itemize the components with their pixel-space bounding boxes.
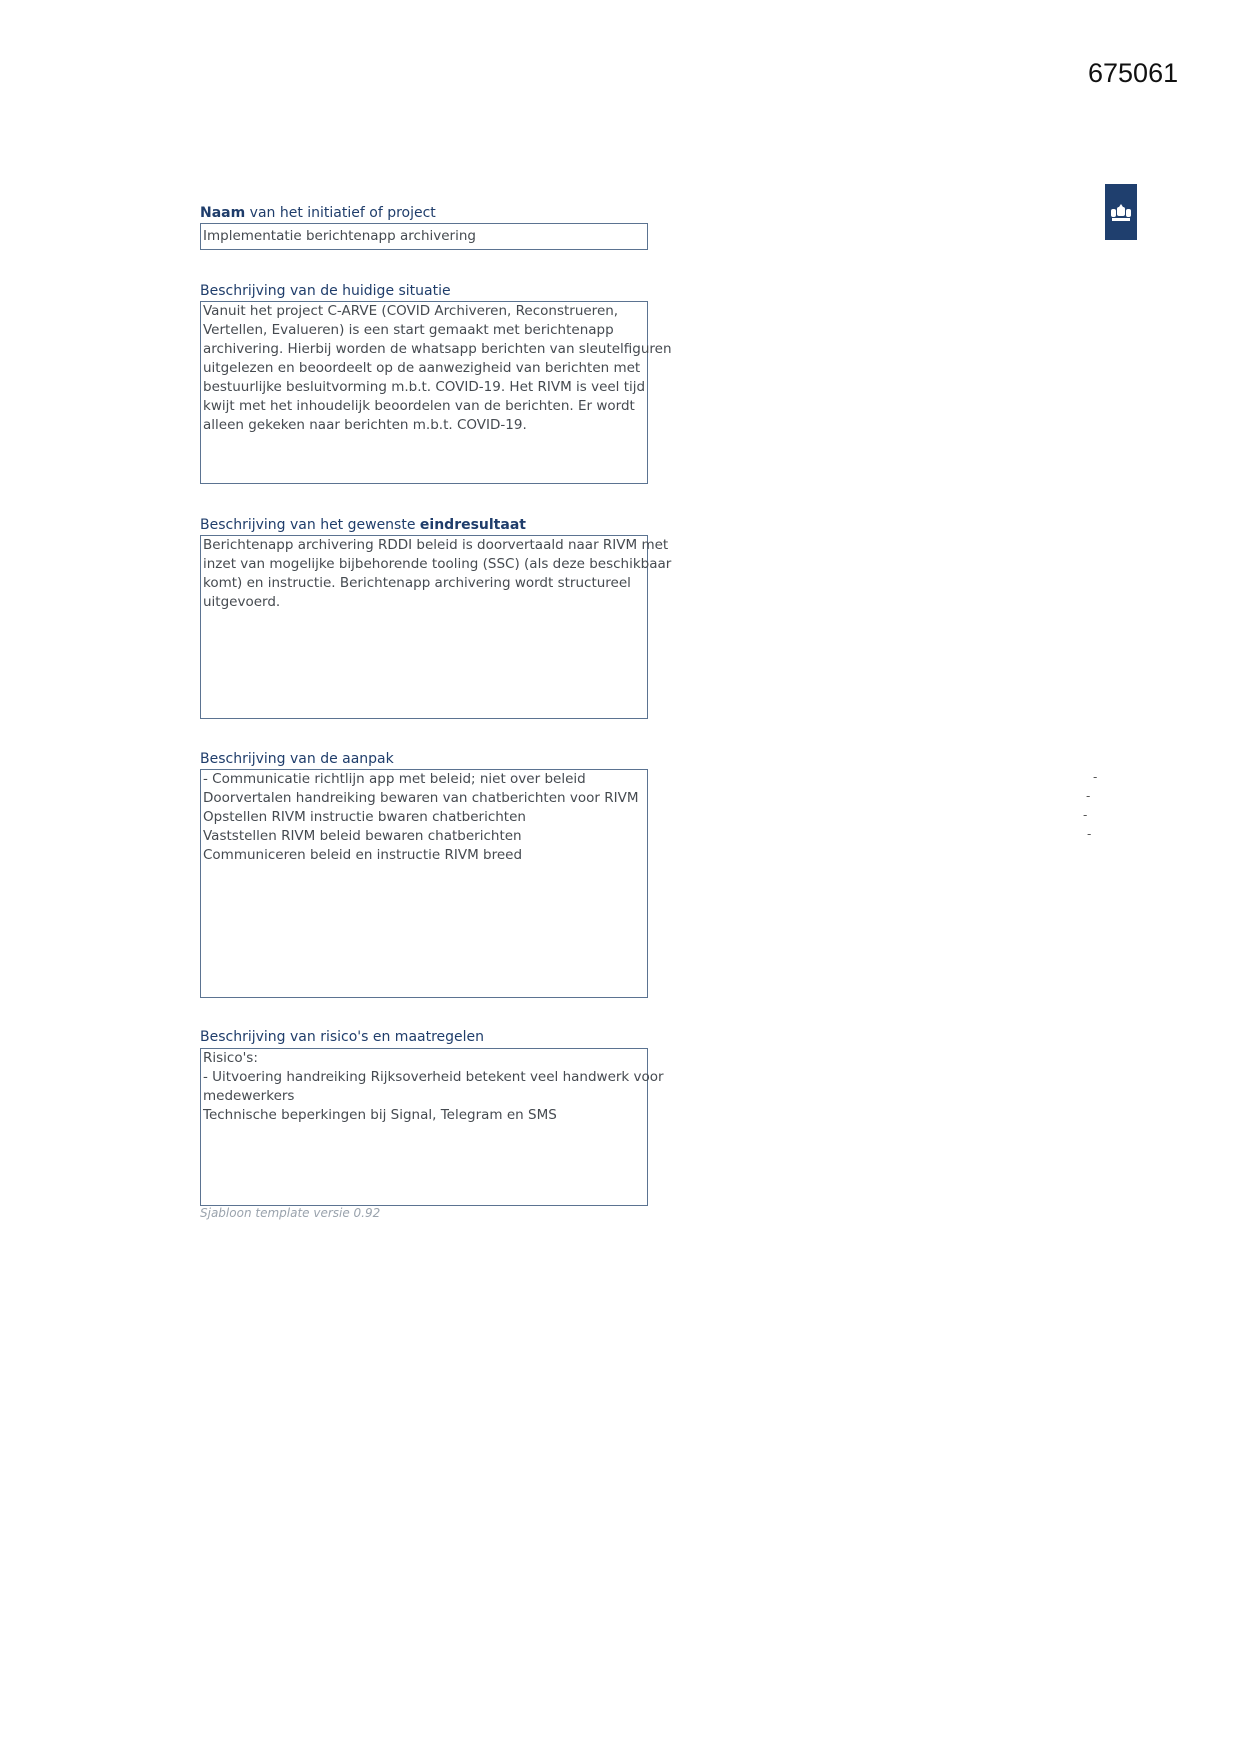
approach-label: Beschrijving van de aanpak [200,751,394,767]
approach-line: - Communicatie richtlijn app met beleid; niet over beleid [203,771,586,787]
current-situation-label: Beschrijving van de huidige situatie [200,283,451,299]
risks-label: Beschrijving van risico's en maatregelen [200,1029,485,1045]
current-line: archivering. Hierbij worden de whatsapp berichten van sleutelfiguren [203,341,672,357]
current-line: alleen gekeken naar berichten m.b.t. COVID-19. [203,417,527,433]
project-name-field [200,223,648,250]
result-line: uitgevoerd. [203,594,281,610]
risks-line: Risico's: [203,1050,258,1066]
current-line: Vertellen, Evalueren) is een start gemaakt met berichtenapp [203,322,614,338]
current-line: bestuurlijke besluitvorming m.b.t. COVID-19. Het RIVM is veel tijd [203,379,646,395]
project-name-value: Implementatie berichtenapp archivering [203,228,476,244]
government-crest-icon [1108,202,1134,224]
document-number: 675061 [1088,58,1179,88]
risks-line: - Uitvoering handreiking Rijksoverheid betekent veel handwerk voor [203,1069,664,1085]
current-line: Vanuit het project C-ARVE (COVID Archiveren, Reconstrueren, [203,303,619,319]
approach-field [200,769,648,998]
margin-dash-mark: - [1083,808,1088,822]
approach-line: Opstellen RIVM instructie bwaren chatberichten [203,809,526,825]
current-line: kwijt met het inhoudelijk beoordelen van de berichten. Er wordt [203,398,635,414]
approach-line: Vaststellen RIVM beleid bewaren chatberichten [203,828,522,844]
government-crest-logo [1105,184,1137,240]
project-name-label: Naam van het initiatief of project [200,205,436,221]
desired-result-label: Beschrijving van het gewenste eindresultaat [200,517,526,533]
risks-line: medewerkers [203,1088,295,1104]
current-line: uitgelezen en beoordeelt op de aanwezigheid van berichten met [203,360,641,376]
desired-result-field [200,535,672,719]
approach-line: Communiceren beleid en instructie RIVM breed [203,847,523,863]
risks-field [200,1048,664,1206]
risks-line: Technische beperkingen bij Signal, Telegram en SMS [203,1107,557,1123]
result-line: komt) en instructie. Berichtenapp archivering wordt structureel [203,575,631,591]
result-line: Berichtenapp archivering RDDI beleid is doorvertaald naar RIVM met [203,537,669,553]
template-version-footer: Sjabloon template versie 0.92 [200,1206,381,1220]
result-line: inzet van mogelijke bijbehorende tooling (SSC) (als deze beschikbaar [203,556,672,572]
margin-dash-mark: - [1086,789,1091,803]
current-situation-field [200,301,672,484]
margin-dash-mark: - [1093,770,1098,784]
margin-dash-mark: - [1087,827,1092,841]
approach-line: Doorvertalen handreiking bewaren van chatberichten voor RIVM [203,790,639,806]
